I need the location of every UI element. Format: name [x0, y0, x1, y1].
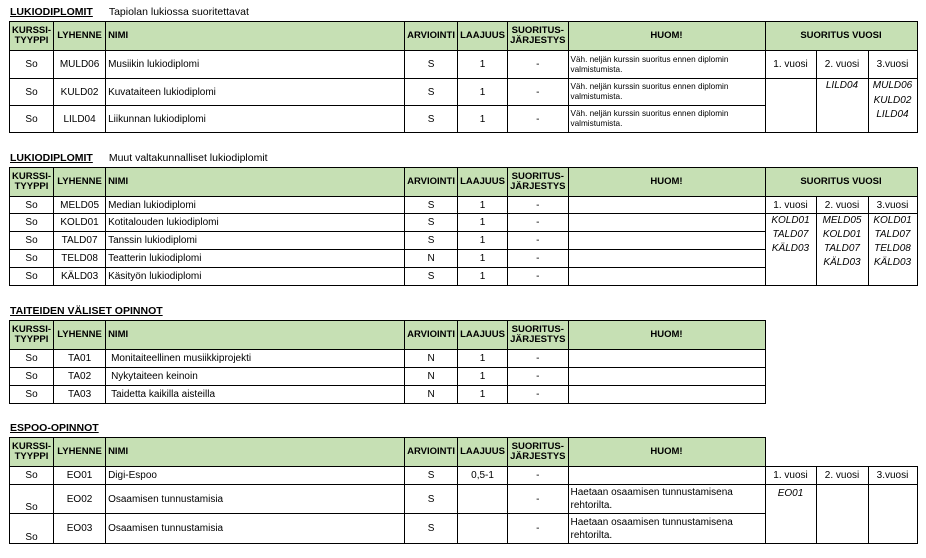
cell-lyhenne: KÄLD03 — [54, 268, 106, 286]
cell-nimi: Nykytaiteen keinoin — [106, 368, 405, 386]
cell-lyhenne: TELD08 — [54, 250, 106, 268]
cell-huom — [568, 232, 765, 250]
cell-tyyppi: So — [10, 106, 54, 133]
header-arviointi: ARVIOINTI — [405, 168, 458, 197]
cell-huom — [568, 350, 765, 368]
cell-lyhenne: EO03 — [54, 514, 106, 544]
course-code: MULD06 — [872, 80, 913, 91]
cell-huom — [568, 368, 765, 386]
section-title-espoo-opinnot: ESPOO-OPINNOT — [10, 422, 99, 434]
cell-tyyppi: So — [10, 386, 54, 404]
course-code: KOLD01 — [771, 215, 810, 226]
header-row — [10, 321, 766, 350]
cell-laajuus: 0,5-1 — [458, 467, 508, 485]
header-laajuus: LAAJUUS — [458, 438, 508, 467]
cell-jarjestys: - — [508, 514, 568, 544]
cell-arviointi: N — [405, 368, 458, 386]
table-row — [10, 368, 766, 386]
cell-huom: Väh. neljän kurssin suoritus ennen diplomin valmistumista. — [568, 106, 765, 133]
cell-lyhenne: TA02 — [54, 368, 106, 386]
cell-tyyppi: So — [10, 514, 54, 544]
cell-tyyppi: So — [10, 51, 54, 79]
cell-jarjestys: - — [508, 350, 568, 368]
header-huom: HUOM! — [568, 22, 765, 51]
cell-lyhenne: TA03 — [54, 386, 106, 404]
header-jarjestys: SUORITUS-JÄRJESTYS — [508, 321, 568, 350]
cell-tyyppi: So — [10, 485, 54, 514]
cell-nimi: Tanssin lukiodiplomi — [106, 232, 405, 250]
header-kurssityyppi: KURSSI-TYYPPI — [10, 438, 54, 467]
vuosi-3-label: 3.vuosi — [868, 467, 917, 485]
header-arviointi: ARVIOINTI — [405, 22, 458, 51]
cell-jarjestys: - — [508, 467, 568, 485]
cell-lyhenne: EO01 — [54, 467, 106, 485]
cell-nimi: Monitaiteellinen musiikkiprojekti — [106, 350, 405, 368]
header-lyhenne: LYHENNE — [54, 438, 106, 467]
course-code: KULD02 — [873, 94, 912, 106]
cell-laajuus: 1 — [458, 51, 508, 79]
header-kurssityyppi: KURSSI-TYYPPI — [10, 168, 54, 197]
header-nimi: NIMI — [106, 438, 405, 467]
course-code: TALD07 — [772, 229, 809, 240]
vuosi-2-courses — [816, 79, 868, 133]
course-code: KÄLD03 — [771, 243, 810, 254]
header-lyhenne: LYHENNE — [54, 321, 106, 350]
vuosi-1-courses — [765, 214, 816, 286]
table-lukiodiplomit-tapiola — [9, 21, 918, 133]
cell-nimi: Osaamisen tunnustamisia — [106, 485, 405, 514]
cell-jarjestys: - — [508, 214, 568, 232]
cell-nimi: Kotitalouden lukiodiplomi — [106, 214, 405, 232]
table-row — [10, 485, 918, 514]
cell-arviointi: N — [405, 350, 458, 368]
cell-huom — [568, 250, 765, 268]
cell-jarjestys: - — [508, 268, 568, 286]
cell-lyhenne: TALD07 — [54, 232, 106, 250]
course-code: LILD04 — [876, 109, 909, 120]
cell-huom — [568, 268, 765, 286]
cell-laajuus: 1 — [458, 197, 508, 214]
cell-huom — [568, 467, 765, 485]
header-suoritus-vuosi: SUORITUS VUOSI — [765, 168, 917, 197]
cell-laajuus: 1 — [458, 350, 508, 368]
cell-arviointi: S — [405, 214, 458, 232]
header-laajuus: LAAJUUS — [458, 321, 508, 350]
course-code: KOLD01 — [873, 215, 912, 226]
cell-lyhenne: EO02 — [54, 485, 106, 514]
header-huom: HUOM! — [568, 168, 765, 197]
table-taiteiden-valiset — [9, 320, 766, 404]
header-laajuus: LAAJUUS — [458, 168, 508, 197]
table-row — [10, 214, 918, 232]
vuosi-3-label: 3.vuosi — [868, 51, 917, 79]
vuosi-3-courses — [868, 214, 917, 286]
header-kurssityyppi: KURSSI-TYYPPI — [10, 22, 54, 51]
cell-arviointi: S — [405, 514, 458, 544]
course-code: MELD05 — [822, 215, 862, 226]
cell-huom — [568, 197, 765, 214]
cell-nimi: Median lukiodiplomi — [106, 197, 405, 214]
header-row — [10, 438, 918, 467]
cell-arviointi: N — [405, 386, 458, 404]
header-row — [10, 22, 918, 51]
cell-tyyppi: So — [10, 350, 54, 368]
cell-arviointi: N — [405, 250, 458, 268]
header-arviointi: ARVIOINTI — [405, 438, 458, 467]
cell-nimi: Käsityön lukiodiplomi — [106, 268, 405, 286]
cell-nimi: Liikunnan lukiodiplomi — [106, 106, 405, 133]
header-huom: HUOM! — [568, 438, 765, 467]
cell-laajuus: 1 — [458, 232, 508, 250]
cell-arviointi: S — [405, 485, 458, 514]
table-row — [10, 350, 766, 368]
cell-huom: Haetaan osaamisen tunnustamisena rehtorilta. — [568, 514, 765, 544]
header-row — [10, 168, 918, 197]
section-title-lukiodiplomit-tapiola: LUKIODIPLOMIT Tapiolan lukiossa suoritettavat — [10, 6, 249, 18]
course-code: KÄLD03 — [823, 257, 861, 268]
cell-laajuus: 1 — [458, 268, 508, 286]
cell-tyyppi: So — [10, 368, 54, 386]
course-code: TALD07 — [824, 243, 860, 254]
cell-laajuus: 1 — [458, 386, 508, 404]
table-espoo-opinnot — [9, 437, 918, 544]
cell-arviointi: S — [405, 232, 458, 250]
cell-lyhenne: TA01 — [54, 350, 106, 368]
section-title-taiteiden-valiset: TAITEIDEN VÄLISET OPINNOT — [10, 305, 163, 317]
cell-tyyppi: So — [10, 197, 54, 214]
cell-arviointi: S — [405, 51, 458, 79]
cell-laajuus — [458, 485, 508, 514]
vuosi-3-label: 3.vuosi — [868, 197, 917, 214]
header-nimi: NIMI — [106, 22, 405, 51]
cell-lyhenne: KOLD01 — [54, 214, 106, 232]
table-lukiodiplomit-muut — [9, 167, 918, 286]
course-code: TALD07 — [874, 229, 911, 240]
cell-laajuus: 1 — [458, 368, 508, 386]
vuosi-1-label: 1. vuosi — [765, 51, 816, 79]
cell-nimi: Kuvataiteen lukiodiplomi — [106, 79, 405, 106]
cell-jarjestys: - — [508, 368, 568, 386]
vuosi-3-courses — [868, 485, 917, 544]
vuosi-2-courses — [816, 485, 868, 544]
table-row — [10, 467, 918, 485]
cell-tyyppi: So — [10, 268, 54, 286]
vuosi-2-label: 2. vuosi — [816, 467, 868, 485]
cell-lyhenne: LILD04 — [54, 106, 106, 133]
cell-arviointi: S — [405, 79, 458, 106]
cell-arviointi: S — [405, 106, 458, 133]
header-huom: HUOM! — [568, 321, 765, 350]
cell-nimi: Taidetta kaikilla aisteilla — [106, 386, 405, 404]
cell-laajuus: 1 — [458, 214, 508, 232]
vuosi-2-label: 2. vuosi — [816, 51, 868, 79]
table-row — [10, 386, 766, 404]
header-kurssityyppi: KURSSI-TYYPPI — [10, 321, 54, 350]
header-jarjestys: SUORITUS-JÄRJESTYS — [508, 22, 568, 51]
cell-arviointi: S — [405, 268, 458, 286]
table-row — [10, 197, 918, 214]
cell-jarjestys: - — [508, 250, 568, 268]
cell-jarjestys: - — [508, 485, 568, 514]
vuosi-2-courses — [816, 214, 868, 286]
cell-huom: Väh. neljän kurssin suoritus ennen diplomin valmistumista. — [568, 51, 765, 79]
section-title-lukiodiplomit-muut: LUKIODIPLOMIT Muut valtakunnalliset lukiodiplomit — [10, 152, 268, 164]
cell-huom: Haetaan osaamisen tunnustamisena rehtorilta. — [568, 485, 765, 514]
table-row — [10, 51, 918, 79]
cell-huom — [568, 214, 765, 232]
header-lyhenne: LYHENNE — [54, 22, 106, 51]
cell-tyyppi: So — [10, 214, 54, 232]
cell-laajuus — [458, 514, 508, 544]
cell-nimi: Osaamisen tunnustamisia — [106, 514, 405, 544]
header-lyhenne: LYHENNE — [54, 168, 106, 197]
cell-tyyppi: So — [10, 250, 54, 268]
cell-laajuus: 1 — [458, 106, 508, 133]
header-jarjestys: SUORITUS-JÄRJESTYS — [508, 168, 568, 197]
cell-laajuus: 1 — [458, 79, 508, 106]
cell-jarjestys: - — [508, 51, 568, 79]
vuosi-1-label: 1. vuosi — [765, 467, 816, 485]
cell-tyyppi: So — [10, 232, 54, 250]
cell-jarjestys: - — [508, 106, 568, 133]
header-jarjestys: SUORITUS-JÄRJESTYS — [508, 438, 568, 467]
header-nimi: NIMI — [106, 168, 405, 197]
vuosi-3-courses — [868, 79, 917, 133]
cell-arviointi: S — [405, 197, 458, 214]
course-code: LILD04 — [825, 80, 859, 91]
course-code: KÄLD03 — [873, 257, 912, 268]
course-code: TELD08 — [874, 243, 911, 254]
cell-lyhenne: KULD02 — [54, 79, 106, 106]
cell-jarjestys: - — [508, 386, 568, 404]
empty-header-space — [765, 438, 917, 467]
cell-lyhenne: MELD05 — [54, 197, 106, 214]
course-code: KOLD01 — [822, 229, 862, 240]
cell-jarjestys: - — [508, 232, 568, 250]
cell-lyhenne: MULD06 — [54, 51, 106, 79]
cell-huom: Väh. neljän kurssin suoritus ennen diplomin valmistumista. — [568, 79, 765, 106]
vuosi-1-courses — [765, 79, 816, 133]
vuosi-2-label: 2. vuosi — [816, 197, 868, 214]
cell-laajuus: 1 — [458, 250, 508, 268]
cell-nimi: Musiikin lukiodiplomi — [106, 51, 405, 79]
cell-tyyppi: So — [10, 467, 54, 485]
cell-tyyppi: So — [10, 79, 54, 106]
table-row — [10, 79, 918, 106]
cell-nimi: Teatterin lukiodiplomi — [106, 250, 405, 268]
header-suoritus-vuosi: SUORITUS VUOSI — [765, 22, 917, 51]
cell-jarjestys: - — [508, 79, 568, 106]
header-arviointi: ARVIOINTI — [405, 321, 458, 350]
vuosi-1-label: 1. vuosi — [765, 197, 816, 214]
course-code: EO01 — [777, 488, 804, 499]
cell-jarjestys: - — [508, 197, 568, 214]
cell-huom — [568, 386, 765, 404]
header-laajuus: LAAJUUS — [458, 22, 508, 51]
header-nimi: NIMI — [106, 321, 405, 350]
cell-arviointi: S — [405, 467, 458, 485]
vuosi-1-courses — [765, 485, 816, 544]
cell-nimi: Digi-Espoo — [106, 467, 405, 485]
